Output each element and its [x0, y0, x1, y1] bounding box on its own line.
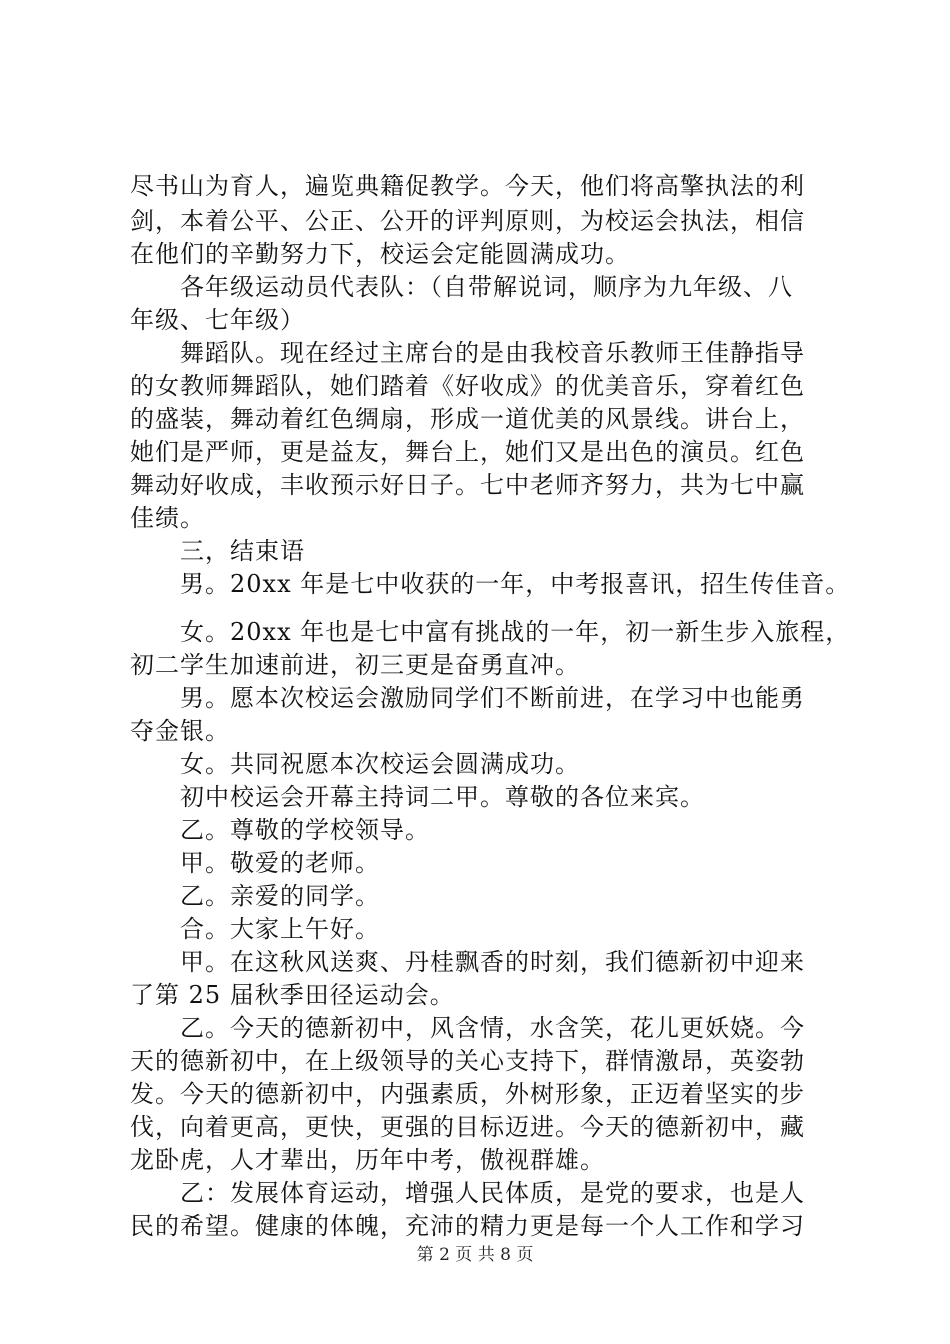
text-line: 尽书山为育人，遍览典籍促教学。今天，他们将高擎执法的利 — [130, 172, 805, 200]
text-line: 乙。尊敬的学校领导。 — [180, 816, 430, 844]
text-line: 男。20xx 年是七中收获的一年，中考报喜讯，招生传佳音。 — [180, 570, 851, 598]
text-line: 年级、七年级） — [130, 306, 305, 334]
text-line: 乙。今天的德新初中，风含情，水含笑，花儿更妖娆。今 — [180, 1014, 805, 1042]
text-line: 佳绩。 — [130, 504, 205, 532]
text-line: 天的德新初中，在上级领导的关心支持下，群情激昂，英姿勃 — [130, 1047, 805, 1075]
text-line: 乙：发展体育运动，增强人民体质，是党的要求，也是人 — [180, 1179, 805, 1207]
text-line: 她们是严师，更是益友，舞台上，她们又是出色的演员。红色 — [130, 438, 805, 466]
text-line: 发。今天的德新初中，内强素质，外树形象，正迈着坚实的步 — [130, 1080, 805, 1108]
text-line: 了第 25 届秋季田径运动会。 — [130, 981, 455, 1009]
text-line: 各年级运动员代表队：（自带解说词，顺序为九年级、八 — [180, 273, 793, 301]
text-line: 女。共同祝愿本次校运会圆满成功。 — [180, 750, 580, 778]
text-line: 伐，向着更高，更快，更强的目标迈进。今天的德新初中，藏 — [130, 1113, 805, 1141]
page-number-footer: 第 2 页 共 8 页 — [416, 1245, 534, 1265]
text-line: 女。20xx 年也是七中富有挑战的一年，初一新生步入旅程， — [180, 618, 851, 646]
text-line: 剑，本着公平、公正、公开的评判原则，为校运会执法，相信 — [130, 207, 805, 235]
text-line: 初中校运会开幕主持词二甲。尊敬的各位来宾。 — [180, 783, 705, 811]
text-line: 男。愿本次校运会激励同学们不断前进，在学习中也能勇 — [180, 684, 805, 712]
text-line: 甲。在这秋风送爽、丹桂飘香的时刻，我们德新初中迎来 — [180, 948, 805, 976]
text-line: 舞动好收成，丰收预示好日子。七中老师齐努力，共为七中赢 — [130, 471, 805, 499]
text-line: 夺金银。 — [130, 717, 230, 745]
text-line: 乙。亲爱的同学。 — [180, 882, 380, 910]
text-line: 舞蹈队。现在经过主席台的是由我校音乐教师王佳静指导 — [180, 339, 805, 367]
section-heading: 三，结束语 — [180, 537, 305, 565]
text-line: 龙卧虎，人才辈出，历年中考，傲视群雄。 — [130, 1146, 605, 1174]
text-line: 民的希望。健康的体魄，充沛的精力更是每一个人工作和学习 — [130, 1212, 805, 1240]
text-line: 合。大家上午好。 — [180, 915, 380, 943]
text-line: 的女教师舞蹈队，她们踏着《好收成》的优美音乐，穿着红色 — [130, 372, 805, 400]
text-line: 的盛装，舞动着红色绸扇，形成一道优美的风景线。讲台上， — [130, 405, 805, 433]
text-line: 初二学生加速前进，初三更是奋勇直冲。 — [130, 651, 580, 679]
text-line: 甲。敬爱的老师。 — [180, 849, 380, 877]
text-line: 在他们的辛勤努力下，校运会定能圆满成功。 — [130, 240, 630, 268]
